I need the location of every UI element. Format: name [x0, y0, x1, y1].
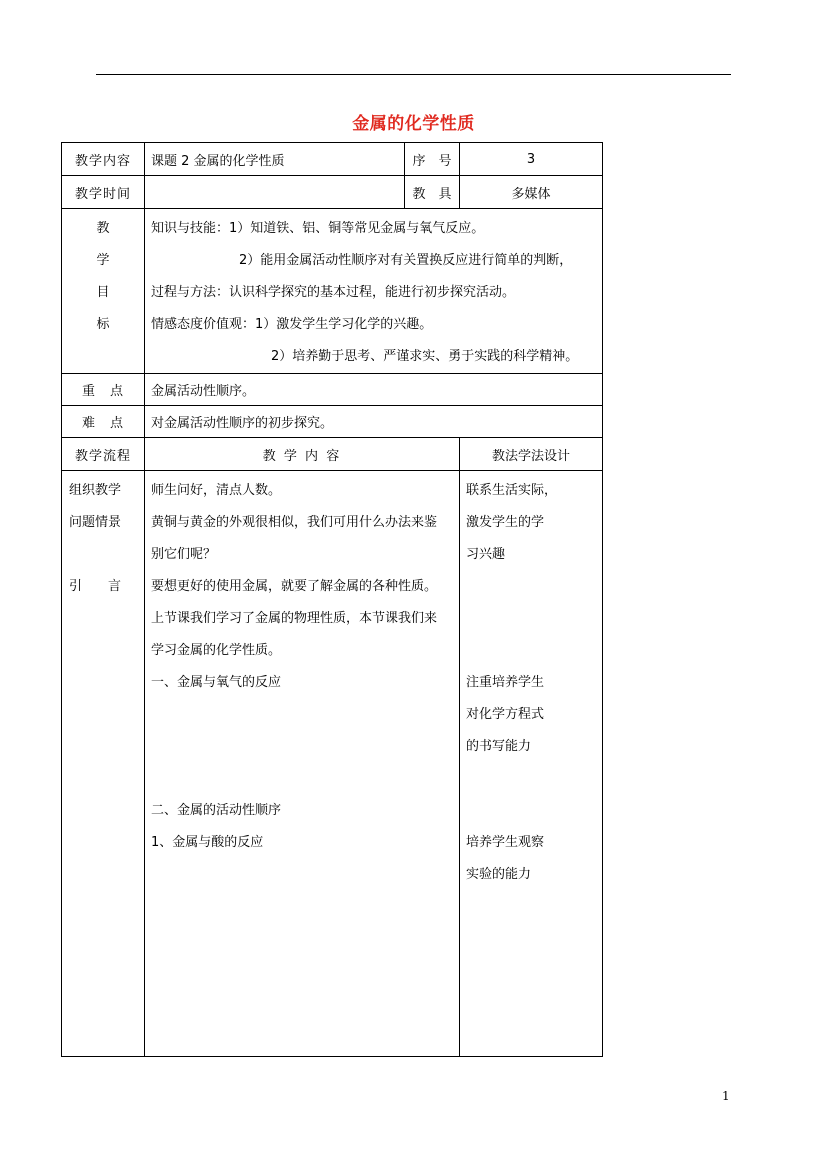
flow-method-line: 的书写能力 — [466, 739, 532, 754]
seq-label: 序 号 — [405, 143, 460, 176]
difficulty-label: 难 点 — [62, 406, 145, 438]
flow-method-line: 实验的能力 — [466, 867, 532, 882]
flow-content-line: 师生问好，清点人数。 — [151, 483, 282, 498]
flow-header-col1: 教学流程 — [62, 438, 145, 471]
goals-label-char: 标 — [96, 317, 110, 332]
tools-label: 教 具 — [405, 176, 460, 209]
goals-label — [62, 209, 145, 374]
row-flow-body — [62, 471, 603, 1057]
flow-method-line: 注重培养学生 — [466, 675, 545, 690]
row-flow-header — [62, 438, 603, 471]
flow-content-line: 别它们呢？ — [151, 547, 217, 562]
key-point-label: 重 点 — [62, 374, 145, 406]
time-label: 教学时间 — [62, 176, 145, 209]
flow-header-col3: 教法学法设计 — [460, 438, 603, 471]
row-key-point — [62, 374, 603, 406]
flow-content-line: 黄铜与黄金的外观很相似，我们可用什么办法来鉴 — [151, 515, 438, 530]
goal-line: 2）培养勤于思考、严谨求实、勇于实践的科学精神。 — [271, 349, 579, 364]
flow-method-line — [466, 635, 598, 667]
content-label: 教学内容 — [62, 143, 145, 176]
flow-content-line: 要想更好的使用金属，就要了解金属的各种性质。 — [151, 579, 438, 594]
key-point-value: 金属活动性顺序。 — [145, 374, 603, 406]
goals-body — [145, 209, 603, 374]
flow-content — [145, 471, 460, 1057]
goals-label-char: 目 — [96, 285, 110, 300]
page-number: 1 — [722, 1089, 730, 1103]
flow-method-line: 对化学方程式 — [466, 707, 545, 722]
row-difficulty — [62, 406, 603, 438]
flow-method-line — [466, 763, 598, 795]
seq-value: 3 — [460, 143, 603, 176]
flow-method-line: 习兴趣 — [466, 547, 506, 562]
flow-labels — [62, 471, 145, 1057]
difficulty-value: 对金属活动性顺序的初步探究。 — [145, 406, 603, 438]
goal-line: 知识与技能：1）知道铁、铝、铜等常见金属与氧气反应。 — [151, 221, 485, 236]
flow-method-line: 联系生活实际， — [466, 483, 558, 498]
row-content — [62, 143, 603, 176]
tools-value: 多媒体 — [460, 176, 603, 209]
flow-method-line — [466, 571, 598, 603]
flow-label-item: 组织教学 — [69, 483, 122, 498]
document-title: 金属的化学性质 — [352, 114, 475, 134]
flow-content-line — [151, 763, 459, 795]
goal-line: 过程与方法：认识科学探究的基本过程，能进行初步探究活动。 — [151, 285, 516, 300]
flow-method-line — [466, 795, 598, 827]
row-time — [62, 176, 603, 209]
goal-line: 2）能用金属活动性顺序对有关置换反应进行简单的判断， — [239, 253, 573, 268]
goal-line: 情感态度价值观：1）激发学生学习化学的兴趣。 — [151, 317, 433, 332]
content-value: 课题 2 金属的化学性质 — [145, 143, 405, 176]
flow-header-col2: 教 学 内 容 — [145, 438, 460, 471]
time-value — [145, 176, 405, 209]
flow-method — [460, 471, 603, 1057]
header-rule — [96, 74, 731, 75]
flow-method-line: 激发学生的学 — [466, 515, 545, 530]
flow-content-line: 上节课我们学习了金属的物理性质，本节课我们来 — [151, 611, 438, 626]
flow-content-line: 1、金属与酸的反应 — [151, 835, 264, 850]
goals-label-char: 学 — [96, 253, 110, 268]
flow-label-item — [69, 539, 144, 571]
flow-label-item: 引 言 — [69, 579, 122, 594]
flow-content-line: 学习金属的化学性质。 — [151, 643, 282, 658]
flow-content-line: 二、金属的活动性顺序 — [151, 803, 282, 818]
lesson-plan-table — [61, 142, 603, 1057]
flow-content-line: 一、金属与氧气的反应 — [151, 675, 282, 690]
row-goals — [62, 209, 603, 374]
flow-method-line — [466, 603, 598, 635]
flow-content-line — [151, 731, 459, 763]
goals-label-char: 教 — [96, 221, 110, 236]
flow-content-line — [151, 699, 459, 731]
flow-label-item: 问题情景 — [69, 515, 122, 530]
flow-method-line: 培养学生观察 — [466, 835, 545, 850]
